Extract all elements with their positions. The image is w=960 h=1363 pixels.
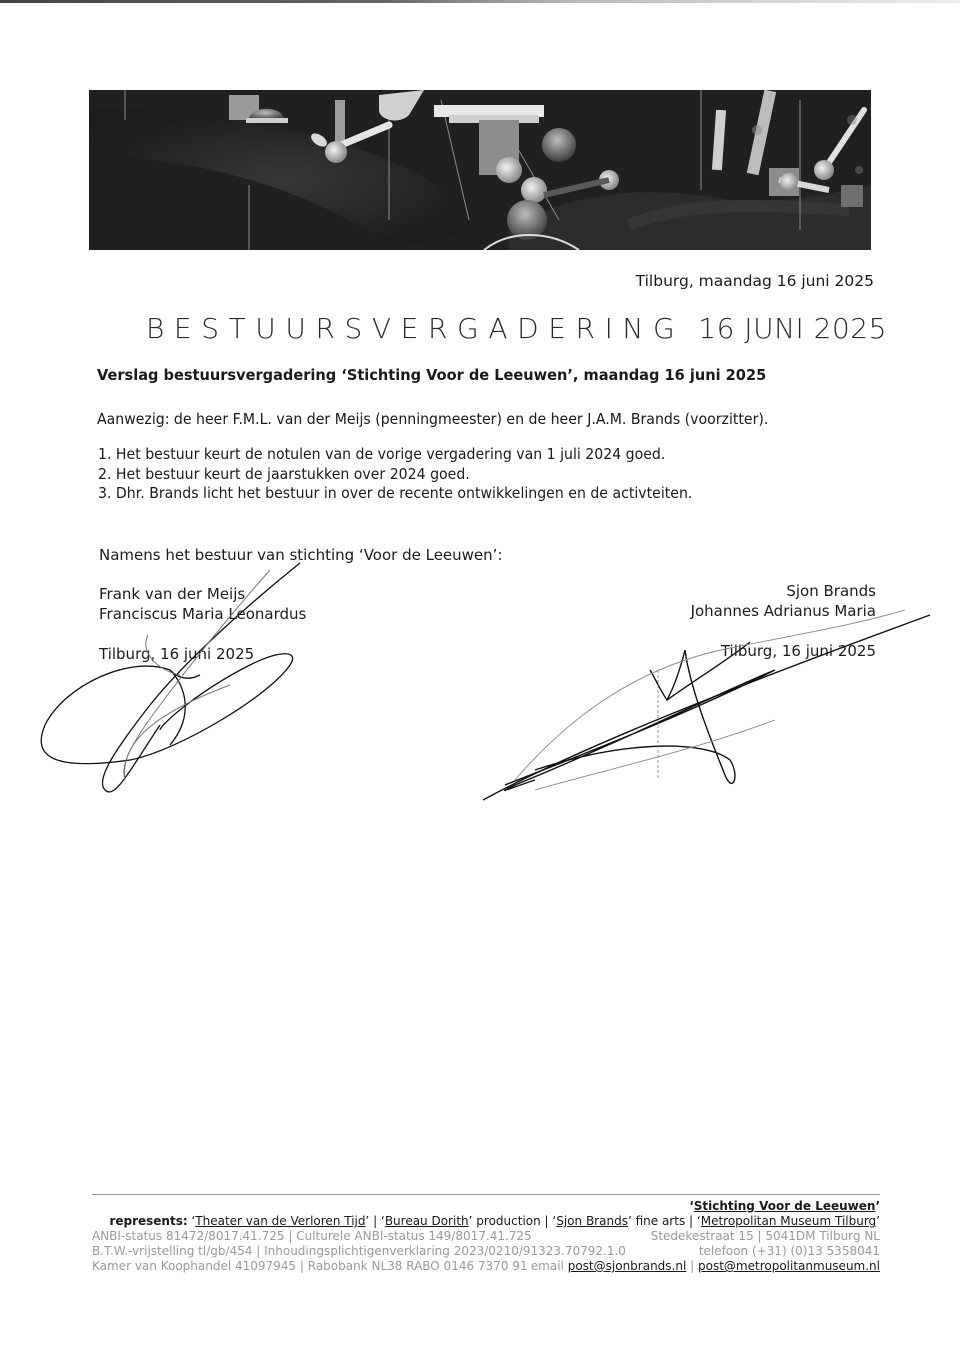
attendees: Aanwezig: de heer F.M.L. van der Meijs (penningmeester) en de heer J.A.M. Brands (voorzitter). [97,410,769,428]
email-link-sjonbrands[interactable]: post@sjonbrands.nl [567,1259,687,1273]
org-link[interactable]: Stichting Voor de Leeuwen [693,1199,876,1213]
document-title [146,312,887,345]
signatory-right [691,581,876,661]
link-bureau-dorith[interactable]: Bureau Dorith [384,1214,469,1228]
on-behalf-statement: Namens het bestuur van stichting ‘Voor de Leeuwen’: [99,546,503,564]
agenda-list [98,445,692,504]
signatory-full-names: Franciscus Maria Leonardus [99,605,307,623]
vat-exemption: B.T.W.-vrijstelling tl/gb/454 | Inhoudingsplichtigenverklaring 2023/0210/91323.70792.1.0 [92,1244,626,1258]
email-block [531,1259,880,1274]
address: Stedekestraat 15 | 5041DM Tilburg NL [650,1229,880,1243]
represents-line: represents: ‘Theater van de Verloren Tijd’ | ‘Bureau Dorith’ production | ‘Sjon Brands’ fine arts | ‘Metropolitan Museum Tilburg’ [109,1214,880,1228]
footer-divider [92,1194,880,1195]
signatory-place-date: Tilburg, 16 juni 2025 [720,642,876,660]
place-date: Tilburg, maandag 16 juni 2025 [635,272,874,290]
title-date: 16 JUNI 2025 [698,312,887,345]
footer-row-2 [92,1244,880,1259]
email-label: email [530,1259,564,1273]
separator: | [689,1214,694,1228]
signatory-place-date: Tilburg, 16 juni 2025 [99,645,255,663]
title-word: BESTUURSVERGADERING [146,312,685,345]
signatory-name: Sjon Brands [786,582,876,600]
scan-edge [0,0,960,3]
link-sjon-brands[interactable]: Sjon Brands [556,1214,628,1228]
signatory-full-names: Johannes Adrianus Maria [690,602,876,620]
footer-row-3 [92,1259,880,1274]
separator: | [373,1214,378,1228]
separator: | [544,1214,549,1228]
agenda-item: 3. Dhr. Brands licht het bestuur in over de recente ontwikkelingen en de activteiten. [98,484,693,502]
kinetic-sculpture-image [89,90,871,250]
signatory-left [99,584,306,664]
represents-suffix: production [472,1214,541,1228]
letterhead-footer [92,1199,880,1274]
represents-label: represents: [109,1214,188,1228]
signatory-name: Frank van der Meijs [99,585,246,603]
phone: telefoon (+31) (0)13 5358041 [698,1244,880,1258]
link-theater-verloren-tijd[interactable]: Theater van de Verloren Tijd [195,1214,366,1228]
link-metropolitan-museum[interactable]: Metropolitan Museum Tilburg [700,1214,877,1228]
agenda-item: 2. Het bestuur keurt de jaarstukken over 2024 goed. [98,464,470,483]
chamber-of-commerce-bank: Kamer van Koophandel 41097945 | Rabobank NL38 RABO 0146 7370 91 [92,1259,528,1273]
header-banner-photo [89,90,871,250]
footer-row-1 [92,1229,880,1244]
email-link-metropolitan[interactable]: post@metropolitanmuseum.nl [698,1259,880,1273]
report-subtitle: Verslag bestuursvergadering ‘Stichting Voor de Leeuwen’, maandag 16 juni 2025 [97,366,767,384]
footer-org-name: ‘Stichting Voor de Leeuwen’ [689,1199,880,1213]
separator: | [690,1259,695,1273]
anbi-status: ANBI-status 81472/8017.41.725 | Culturele ANBI-status 149/8017.41.725 [92,1229,532,1243]
agenda-item: 1. Het bestuur keurt de notulen van de vorige vergadering van 1 juli 2024 goed. [98,445,666,463]
represents-suffix: fine arts [631,1214,686,1228]
